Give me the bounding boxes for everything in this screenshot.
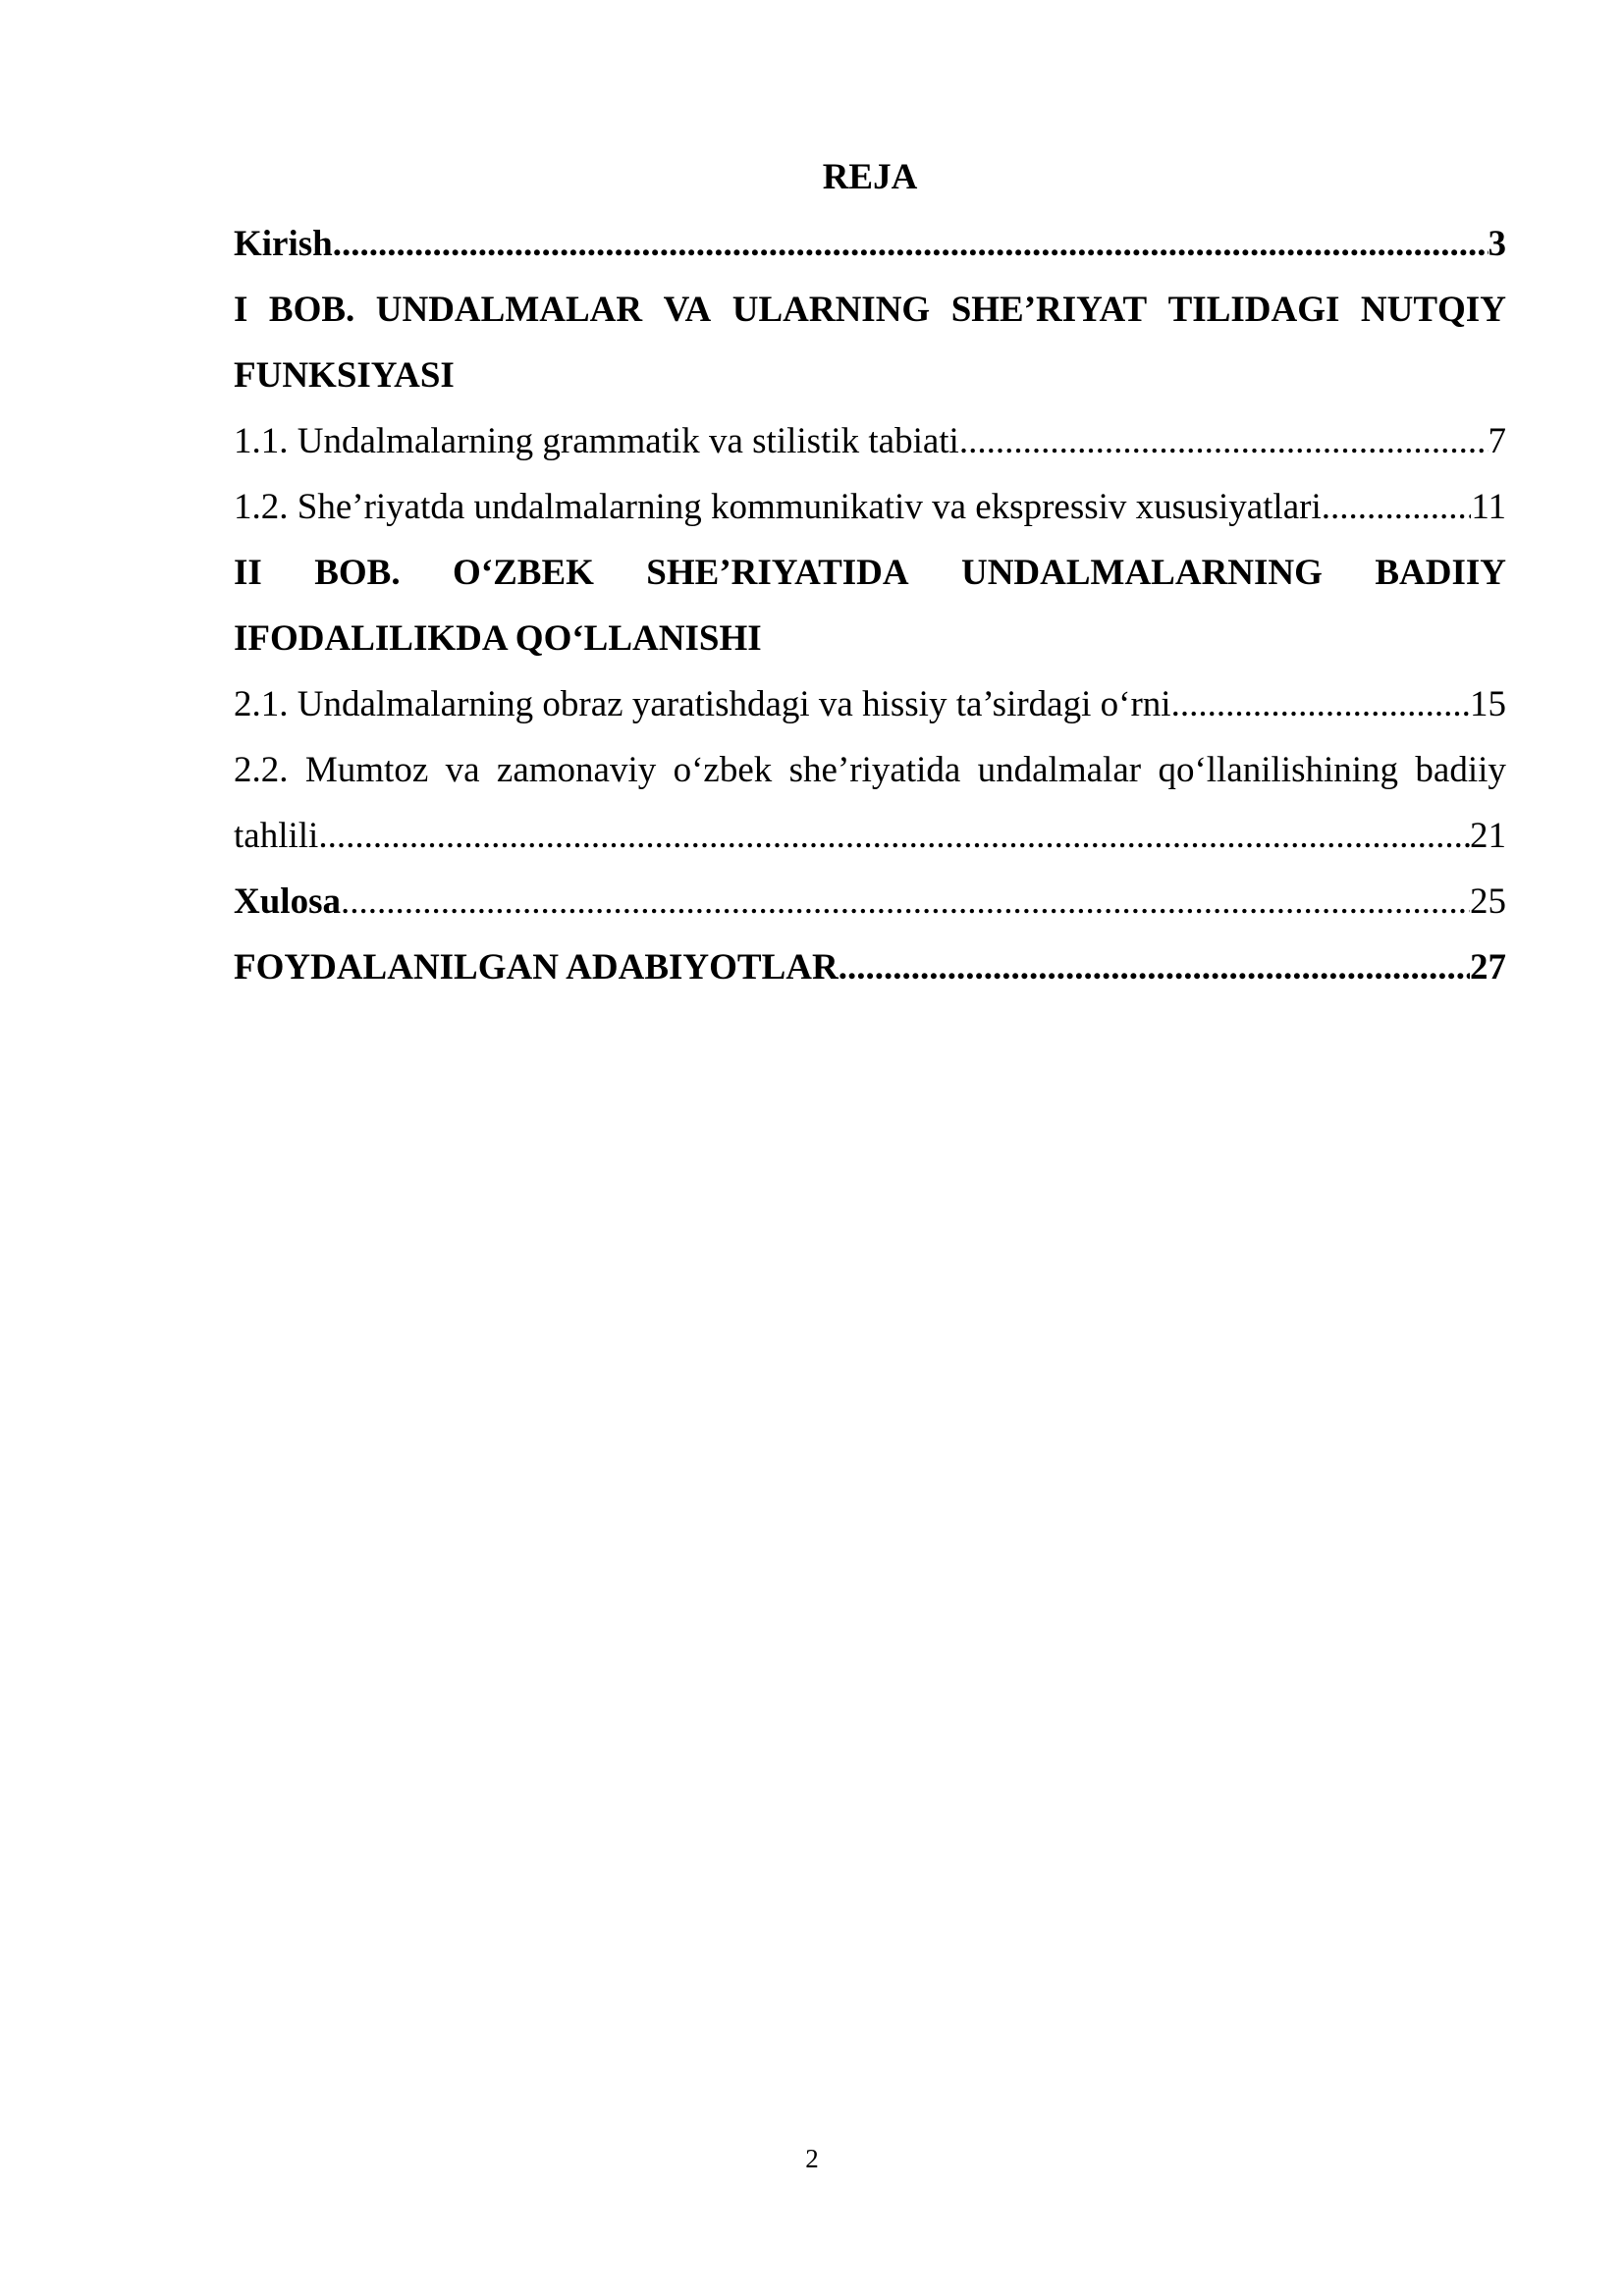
heading-word: NUTQIY xyxy=(1360,290,1506,330)
entry-word: 2.2. xyxy=(234,750,289,790)
toc-entry-kirish xyxy=(234,211,1506,277)
entry-word: Mumtoz xyxy=(304,750,429,790)
toc-entry-page: 25 xyxy=(1470,881,1506,922)
chapter-1-heading-line-1 xyxy=(234,277,1506,343)
toc-entry-references xyxy=(234,934,1506,1000)
toc-entry-label: 2.1. Undalmalarning obraz yaratishdagi va hissiy ta’sirdagi o‘rni xyxy=(234,684,1171,724)
page-title: REJA xyxy=(822,157,918,197)
toc-leader-dots xyxy=(341,869,1470,934)
entry-word: va xyxy=(445,750,480,790)
toc-entry-2-2-line-1 xyxy=(234,737,1506,803)
chapter-2-heading-line-2: IFODALILIKDA QO‘LLANISHI xyxy=(234,618,762,659)
toc-entry-page: 15 xyxy=(1470,684,1506,724)
heading-word: SHE’RIYAT xyxy=(950,290,1148,330)
toc-entry-page: 11 xyxy=(1471,487,1506,527)
heading-word: UNDALMALARNING xyxy=(960,553,1323,593)
toc-leader-dots xyxy=(959,408,1489,474)
chapter-1-heading-line-2: FUNKSIYASI xyxy=(234,355,455,396)
heading-word: BADIIY xyxy=(1375,553,1506,593)
entry-word: badiiy xyxy=(1415,750,1506,790)
toc-entry-xulosa xyxy=(234,869,1506,934)
toc-entry-page: 21 xyxy=(1470,816,1506,856)
chapter-2-heading-line-1 xyxy=(234,540,1506,606)
toc-leader-dots xyxy=(1171,671,1470,737)
heading-word: SHE’RIYATIDA xyxy=(646,553,909,593)
toc-entry-label: 1.1. Undalmalarning grammatik va stilistik tabiati xyxy=(234,421,959,461)
entry-word: o‘zbek xyxy=(673,750,773,790)
table-of-contents xyxy=(234,152,1506,1000)
entry-word: qo‘llanilishining xyxy=(1158,750,1399,790)
heading-word: BOB. xyxy=(314,553,401,593)
toc-entry-label: tahlili xyxy=(234,816,319,856)
toc-entry-label: Xulosa xyxy=(234,881,341,922)
toc-entry-2-1 xyxy=(234,671,1506,737)
toc-leader-dots xyxy=(839,934,1470,1000)
heading-word: ULARNING xyxy=(731,290,931,330)
toc-entry-1-2 xyxy=(234,474,1506,540)
toc-leader-dots xyxy=(333,211,1489,277)
entry-word: she’riyatida xyxy=(788,750,961,790)
heading-word: TILIDAGI xyxy=(1167,290,1340,330)
toc-entry-page: 27 xyxy=(1470,947,1506,988)
heading-word: O‘ZBEK xyxy=(452,553,594,593)
toc-entry-label: 1.2. She’riyatda undalmalarning kommunikativ va ekspressiv xususiyatlari xyxy=(234,487,1322,527)
heading-word: VA xyxy=(663,290,712,330)
entry-word: zamonaviy xyxy=(496,750,657,790)
toc-entry-label: FOYDALANILGAN ADABIYOTLAR xyxy=(234,947,839,988)
heading-word: II xyxy=(234,553,262,593)
heading-word: I xyxy=(234,290,248,330)
entry-word: undalmalar xyxy=(977,750,1142,790)
toc-entry-2-2-line-2 xyxy=(234,803,1506,869)
heading-word: BOB. xyxy=(268,290,355,330)
heading-word: UNDALMALAR xyxy=(375,290,643,330)
toc-entry-label: Kirish xyxy=(234,224,333,264)
page-number: 2 xyxy=(805,2144,819,2173)
toc-leader-dots xyxy=(1322,474,1472,540)
toc-entry-page: 3 xyxy=(1488,224,1506,264)
toc-entry-page: 7 xyxy=(1488,421,1506,461)
toc-entry-1-1 xyxy=(234,408,1506,474)
toc-leader-dots xyxy=(318,803,1470,869)
